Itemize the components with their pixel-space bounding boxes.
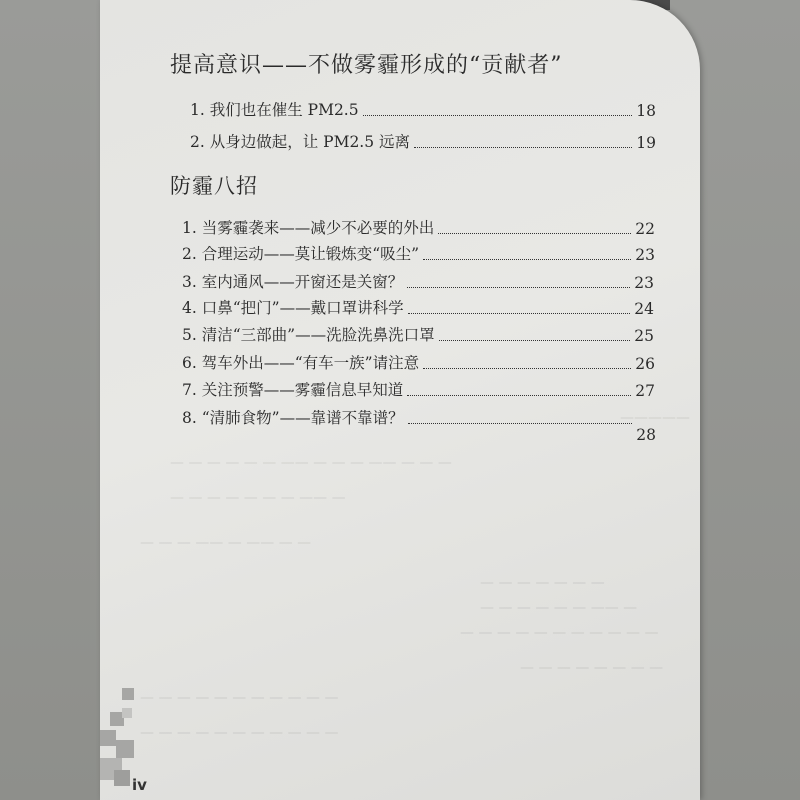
- show-through-text: — — — — — — —: [480, 575, 605, 591]
- toc-entry[interactable]: [182, 323, 654, 345]
- toc-entry[interactable]: [182, 296, 654, 318]
- dot-leader: [408, 422, 633, 424]
- section-heading: 防霾八招: [170, 174, 258, 198]
- dot-leader: [439, 339, 631, 341]
- toc-entry-label: 8. “清肺食物”——靠谱不靠谱？: [182, 409, 404, 427]
- dot-leader: [407, 394, 631, 396]
- toc-entry-page: 26: [635, 355, 655, 373]
- decorative-square: [116, 740, 134, 758]
- show-through-text: —————: [620, 410, 690, 426]
- toc-entry[interactable]: [182, 351, 655, 373]
- toc-entry-label: 6. 驾车外出——“有车一族”请注意: [182, 354, 420, 372]
- toc-entry-label: 7. 关注预警——雾霾信息早知道: [182, 381, 404, 399]
- toc-entry[interactable]: [182, 378, 655, 400]
- show-through-text: — — — — — — — — — — —: [140, 690, 339, 706]
- dot-leader: [408, 312, 631, 314]
- show-through-text: — — — — — — — — — — —: [460, 625, 659, 641]
- toc-entry[interactable]: [182, 406, 656, 444]
- toc-entry-label: 2. 从身边做起，让 PM2.5 远离: [190, 133, 411, 151]
- toc-entry-page: 18: [636, 102, 656, 120]
- toc-entry[interactable]: [182, 216, 655, 238]
- decorative-square: [114, 770, 130, 786]
- toc-entry-label: 1. 我们也在催生 PM2.5: [190, 101, 359, 119]
- show-through-text: — — — —— — —— — —: [140, 535, 312, 551]
- toc-entry-label: 2. 合理运动——莫让锻炼变“吸尘”: [182, 245, 420, 263]
- dot-leader: [363, 114, 633, 116]
- toc-entry-label: 5. 清洁“三部曲”——洗脸洗鼻洗口罩: [182, 326, 435, 344]
- dot-leader: [423, 367, 631, 369]
- toc-entry-page: 22: [635, 220, 655, 238]
- show-through-text: — — — — — — — — — — —: [140, 725, 339, 741]
- show-through-text: — — — — — — —— — — — —— — — —: [170, 455, 452, 471]
- toc-entry-page: 28: [636, 426, 656, 444]
- dot-leader: [438, 232, 631, 234]
- show-through-text: — — — — — — —— —: [480, 600, 638, 616]
- decorative-square: [122, 708, 132, 718]
- toc-entry-page: 25: [634, 327, 654, 345]
- dot-leader: [407, 286, 630, 288]
- toc-entry-label: 4. 口鼻“把门”——戴口罩讲科学: [182, 299, 404, 317]
- dot-leader: [423, 258, 631, 260]
- page-number: iv: [132, 776, 147, 794]
- toc-entry[interactable]: [190, 98, 656, 120]
- toc-entry-page: 27: [635, 382, 655, 400]
- toc-entry[interactable]: [182, 242, 655, 264]
- decorative-square: [100, 730, 116, 746]
- toc-entry[interactable]: [190, 130, 656, 152]
- toc-entry-page: 24: [634, 300, 654, 318]
- book-page: [100, 0, 700, 800]
- section-heading: 提高意识——不做雾霾形成的“贡献者”: [170, 53, 563, 78]
- toc-entry-page: 23: [635, 246, 655, 264]
- toc-entry[interactable]: [182, 270, 654, 292]
- show-through-text: — — — — — — — —— —: [170, 490, 346, 506]
- decorative-square: [122, 688, 134, 700]
- toc-entry-page: 19: [636, 134, 656, 152]
- show-through-text: — — — — — — — —: [520, 660, 664, 676]
- toc-entry-label: 3. 室内通风——开窗还是关窗？: [182, 273, 404, 291]
- toc-entry-label: 1. 当雾霾袭来——减少不必要的外出: [182, 219, 435, 237]
- dot-leader: [414, 146, 632, 148]
- toc-entry-page: 23: [634, 274, 654, 292]
